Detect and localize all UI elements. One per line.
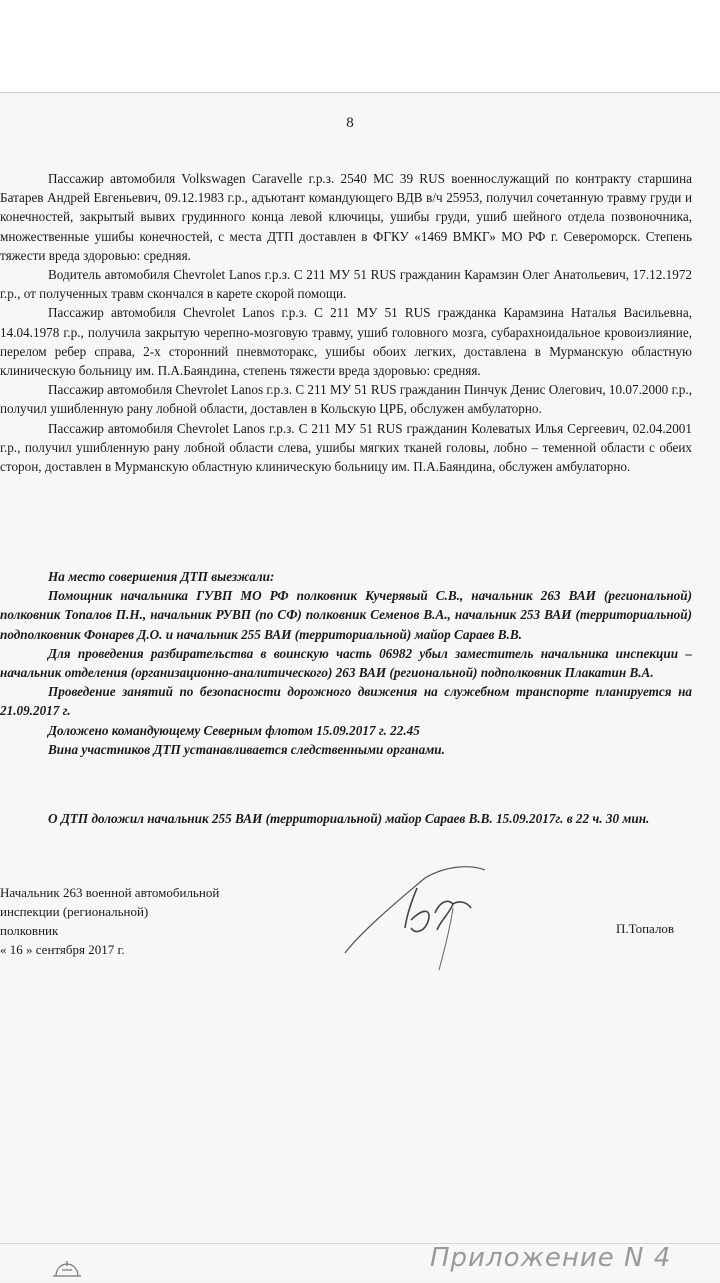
report-statement-text: О ДТП доложил начальник 255 ВАИ (территориальной) майор Сараев В.В. 15.09.2017г. в 22 ч. 30 мин. [48, 811, 650, 826]
signature-stroke-3 [439, 908, 453, 970]
response-heading: На место совершения ДТП выезжали: [48, 569, 275, 584]
body-text [0, 169, 692, 476]
page-number: 8 [346, 115, 354, 131]
response-reported: Доложено командующему Северным флотом 15.09.2017 г. 22.45 [48, 722, 420, 738]
response-investigation: Для проведения разбирательства в воинскую часть 06982 убыл заместитель начальника инспекции – начальник отделения (организационно-аналитического) 263 ВАИ (региональной) подполковник Плакатин В.А. [0, 645, 692, 681]
signer-title-line2: инспекции (региональной) [0, 904, 149, 919]
response-section [0, 567, 692, 759]
handwritten-annotation: Приложение N 4 [430, 1243, 672, 1273]
signature-stroke-2 [405, 888, 471, 931]
report-statement [0, 809, 692, 828]
paragraph-passenger-kolevatykh: Пассажир автомобиля Chevrolet Lanos г.р.з. С 211 МУ 51 RUS гражданин Колеватых Илья Сергеевич, 02.04.2001 г.р., получил ушибленную рану лобной области слева, ушибы мягких тканей головы, лобно – теменной области с обеих сторон, доставлен в Мурманскую областную клиническую больницу им. П.А.Баяндина, обслужен амбулаторно. [0, 420, 692, 475]
response-training: Проведение занятий по безопасности дорожного движения на служебном транспорте планируется на 21.09.2017 г. [0, 684, 692, 719]
signer-title-line1: Начальник 263 военной автомобильной [0, 885, 220, 900]
paragraph-passenger-batarev: Пассажир автомобиля Volkswagen Caravelle г.р.з. 2540 МС 39 RUS военнослужащий по контракту старшина Батарев Андрей Евгеньевич, 09.12.1983 г.р., адъютант командующего ВДВ в/ч 25953, получил сочетанную травму груди и конечностей, закрытый вывих грудинного конца левой ключицы, ушибы груди, ушиб шейного отдела позвоночника, множественные ушибы конечностей, с места ДТП доставлен в ФГКУ «1469 ВМКГ» МО РФ г. Североморск. Степень тяжести вреда здоровью: средняя. [0, 171, 692, 263]
signer-name: П.Топалов [616, 921, 675, 936]
photo-top-margin [0, 0, 720, 93]
signature-block [0, 883, 219, 959]
signature-date: « 16 » сентября 2017 г. [0, 942, 125, 957]
handwritten-signature [335, 858, 505, 978]
document-page [0, 93, 720, 1280]
crest-icon [50, 1258, 84, 1280]
paragraph-passenger-karamzina: Пассажир автомобиля Chevrolet Lanos г.р.з. С 211 МУ 51 RUS гражданка Карамзина Наталья Васильевна, 14.04.1978 г.р., получила закрытую черепно-мозговую травму, ушиб головного мозга, субарахноидальное кровоизлияние, перелом ребер справа, 2-х сторонний пневмоторакс, ушибы обоих легких, доставлена в Мурманскую областную клиническую больницу им. П.А.Баяндина, степень тяжести вреда здоровью: средняя. [0, 305, 692, 379]
response-officials: Помощник начальника ГУВП МО РФ полковник Кучерявый С.В., начальник 263 ВАИ (региональной) полковник Топалов П.Н., начальник РУВП (по СФ) полковник Семенов В.А., начальник 253 ВАИ (территориальной) подполковник Фонарев Д.О. и начальник 255 ВАИ (территориальной) майор Сараев В.В. [0, 588, 692, 642]
signer-rank: полковник [0, 923, 59, 938]
paragraph-passenger-pinchuk: Пассажир автомобиля Chevrolet Lanos г.р.з. С 211 МУ 51 RUS гражданин Пинчук Денис Олегович, 10.07.2000 г.р., получил ушибленную рану лобной области, доставлен в Кольскую ЦРБ, обслужен амбулаторно. [0, 382, 692, 417]
paragraph-driver-karamzin: Водитель автомобиля Chevrolet Lanos г.р.з. С 211 МУ 51 RUS гражданин Карамзин Олег Анатольевич, 17.12.1972 г.р., от полученных травм скончался в карете скорой помощи. [0, 267, 692, 302]
signature-stroke-1 [345, 867, 485, 953]
response-guilt: Вина участников ДТП устанавливается следственными органами. [48, 741, 445, 757]
